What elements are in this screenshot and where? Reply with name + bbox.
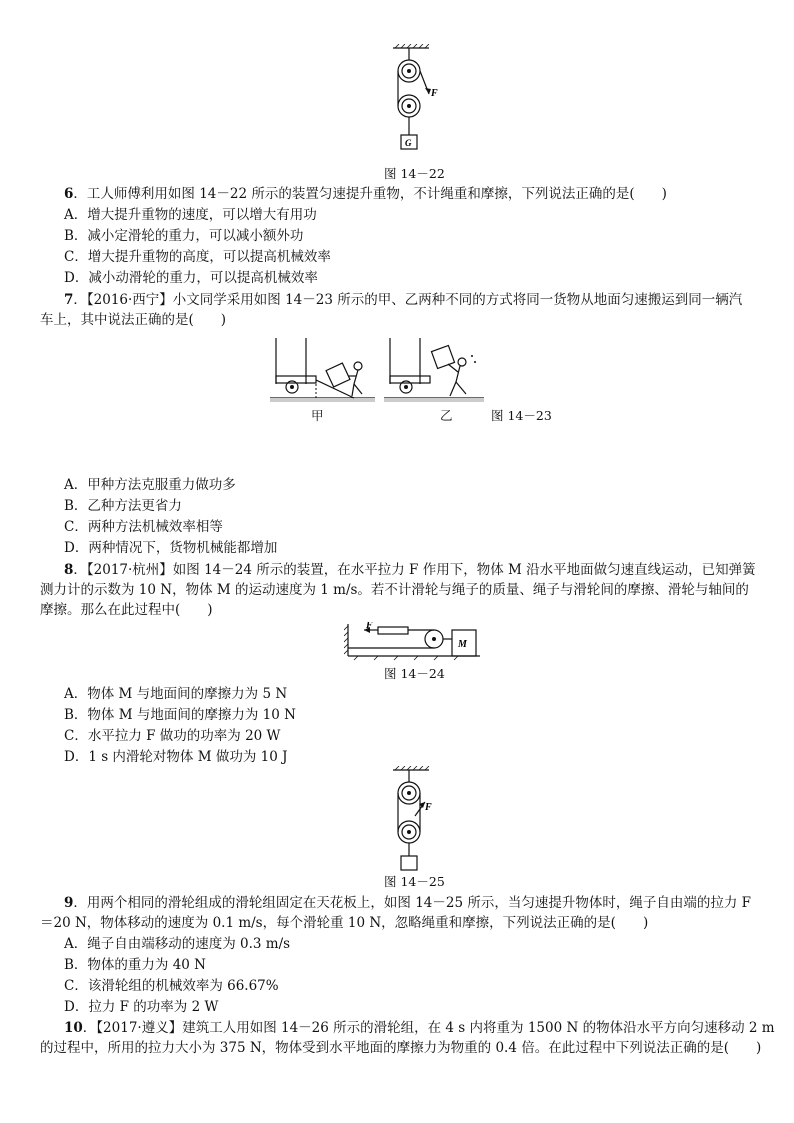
q6-option-a[interactable]: A．增大提升重物的速度，可以增大有用功 [64, 207, 317, 223]
figure-14-24-caption: 图 14－24 [384, 666, 445, 681]
q7-option-d[interactable]: D．两种情况下，货物机械能都增加 [64, 540, 278, 556]
q8-option-c[interactable]: C．水平拉力 F 做功的功率为 20 W [64, 728, 281, 744]
figure-14-25 [385, 766, 445, 874]
fig22-weight-label: G [405, 138, 412, 148]
q10-stem-line2: 的过程中，所用的拉力大小为 375 N，物体受到水平地面的摩擦力为物重的 0.4 倍。在此过程中下列说法正确的是( ) [40, 1040, 762, 1056]
q9-stem-line2: ＝20 N，物体移动的速度为 0.1 m/s，每个滑轮重 10 N，忽略绳重和摩擦，下列说法正确的是( ) [40, 915, 649, 931]
q7-stem-line2: 车上，其中说法正确的是( ) [40, 312, 227, 328]
figure-14-22 [385, 44, 445, 154]
q8-stem-text-1: ．【2017·杭州】如图 14－24 所示的装置，在水平拉力 F 作用下，物体 M 沿水平地面做匀速直线运动，已知弹簧 [73, 562, 756, 578]
q7-number: 7 [64, 292, 74, 308]
q10-stem-text-1: ．【2017·遵义】建筑工人用如图 14－26 所示的滑轮组，在 4 s 内将重为 1500 N 的物体沿水平方向匀速移动 2 m [82, 1020, 775, 1036]
figure-14-24 [344, 622, 484, 662]
q9-option-d[interactable]: D．拉力 F 的功率为 2 W [64, 999, 219, 1015]
q8-stem-line1 [64, 560, 754, 580]
q9-stem-text-1: ．用两个相同的滑轮组成的滑轮组固定在天花板上，如图 14－25 所示，当匀速提升物体时，绳子自由端的拉力 F [73, 895, 752, 911]
fig25-force-label: F [425, 802, 432, 813]
figure-14-23-caption: 图 14－23 [491, 408, 552, 423]
q10-stem-line1 [64, 1018, 775, 1038]
q8-number: 8 [64, 562, 74, 578]
fig23-label-b: 乙 [440, 408, 453, 423]
q9-option-b[interactable]: B．物体的重力为 40 N [64, 957, 206, 973]
q6-stem-text: ．工人师傅利用如图 14－22 所示的装置匀速提升重物，不计绳重和摩擦，下列说法正确的是( ) [73, 186, 667, 202]
q7-option-b[interactable]: B．乙种方法更省力 [64, 498, 182, 514]
figure-14-22-caption: 图 14－22 [384, 166, 445, 181]
q8-option-d[interactable]: D．1 s 内滑轮对物体 M 做功为 10 J [64, 749, 288, 765]
q9-option-a[interactable]: A．绳子自由端移动的速度为 0.3 m/s [64, 936, 291, 952]
fig22-force-label: F [431, 88, 438, 99]
q7-option-a[interactable]: A．甲种方法克服重力做功多 [64, 477, 236, 493]
fig24-force-label: F [366, 622, 373, 631]
q8-stem-line2: 测力计的示数为 10 N，物体 M 的运动速度为 1 m/s。若不计滑轮与绳子的质量、绳子与滑轮间的摩擦、滑轮与轴间的 [40, 582, 749, 598]
figure-14-25-caption: 图 14－25 [384, 874, 445, 889]
figure-14-23 [270, 336, 485, 414]
q6-option-d[interactable]: D．减小动滑轮的重力，可以提高机械效率 [64, 270, 318, 286]
q6-number: 6 [64, 186, 74, 202]
q10-number: 10 [64, 1020, 83, 1036]
q7-option-c[interactable]: C．两种方法机械效率相等 [64, 519, 223, 535]
q7-stem-line1 [64, 290, 754, 310]
q6-option-b[interactable]: B．减小定滑轮的重力，可以减小额外功 [64, 228, 304, 244]
q6-stem [64, 184, 754, 204]
fig24-block-label: M [458, 639, 467, 650]
q9-stem-line1 [64, 893, 754, 913]
q8-option-a[interactable]: A．物体 M 与地面间的摩擦力为 5 N [64, 686, 288, 702]
q8-option-b[interactable]: B．物体 M 与地面间的摩擦力为 10 N [64, 707, 296, 723]
q8-stem-line3: 摩擦。那么在此过程中( ) [40, 602, 213, 618]
q9-option-c[interactable]: C．该滑轮组的机械效率为 66.67% [64, 978, 279, 994]
q7-stem-text-1: ．【2016·西宁】小文同学采用如图 14－23 所示的甲、乙两种不同的方式将同一货物从地面匀速搬运到同一辆汽 [73, 292, 743, 308]
fig23-label-a: 甲 [311, 408, 324, 423]
q9-number: 9 [64, 895, 74, 911]
q6-option-c[interactable]: C．增大提升重物的高度，可以提高机械效率 [64, 249, 331, 265]
